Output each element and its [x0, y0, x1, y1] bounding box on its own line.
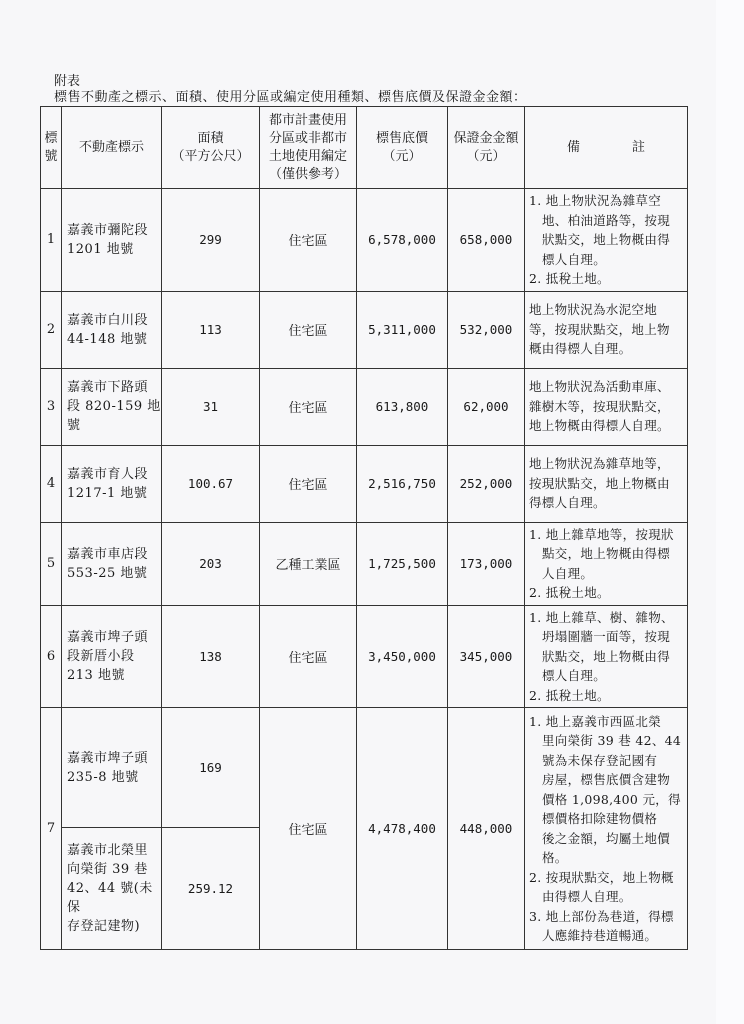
property-label: 嘉義市育人段 1217-1 地號 [62, 445, 162, 522]
reserve-price-value: 4,478,400 [357, 708, 448, 950]
row-number: 2 [41, 291, 62, 368]
reserve-price-value: 5,311,000 [357, 291, 448, 368]
remarks-cell: 1. 地上嘉義市西區北榮 里向榮街 39 巷 42、44 號為未保存登記國有 房屋，標售底價含建物 價格 1,098,400 元，得 標價格扣除建物價格 後之金額，均屬土地價 格。 2. 按現狀點交，地上物概 由得標人自理。 3. 地上部份為巷道，得標 人應維持巷道暢通。 [525, 708, 688, 950]
table-row [41, 291, 688, 368]
table-row [41, 605, 688, 708]
row-number: 6 [41, 605, 62, 708]
property-label: 嘉義市埤子頭 段新厝小段 213 地號 [62, 605, 162, 708]
property-label: 嘉義市車店段 553-25 地號 [62, 522, 162, 605]
page-edge [716, 0, 744, 1024]
header-area: 面積 （平方公尺） [162, 107, 260, 189]
row-number: 7 [41, 708, 62, 950]
remarks-cell: 地上物狀況為活動車庫、 雜樹木等，按現狀點交， 地上物概由得標人自理。 [525, 368, 688, 445]
deposit-value: 345,000 [448, 605, 525, 708]
zoning-value: 住宅區 [260, 445, 357, 522]
header-property: 不動產標示 [62, 107, 162, 189]
area-value: 169 [162, 708, 260, 828]
area-value: 100.67 [162, 445, 260, 522]
property-label: 嘉義市北榮里 向榮街 39 巷 42、44 號(未保 存登記建物) [62, 828, 162, 950]
area-value: 203 [162, 522, 260, 605]
reserve-price-value: 2,516,750 [357, 445, 448, 522]
deposit-value: 252,000 [448, 445, 525, 522]
area-value: 113 [162, 291, 260, 368]
row-number: 5 [41, 522, 62, 605]
zoning-value: 乙種工業區 [260, 522, 357, 605]
row-number: 4 [41, 445, 62, 522]
area-value: 31 [162, 368, 260, 445]
property-label: 嘉義市彌陀段 1201 地號 [62, 189, 162, 292]
zoning-value: 住宅區 [260, 189, 357, 292]
reserve-price-value: 6,578,000 [357, 189, 448, 292]
deposit-value: 532,000 [448, 291, 525, 368]
header-reserve-price: 標售底價 （元） [357, 107, 448, 189]
table-row [41, 708, 688, 828]
reserve-price-value: 1,725,500 [357, 522, 448, 605]
zoning-value: 住宅區 [260, 291, 357, 368]
remarks-cell: 地上物狀況為雜草地等， 按現狀點交，地上物概由 得標人自理。 [525, 445, 688, 522]
zoning-value: 住宅區 [260, 368, 357, 445]
header-row [41, 107, 688, 189]
reserve-price-value: 613,800 [357, 368, 448, 445]
deposit-value: 173,000 [448, 522, 525, 605]
table-row [41, 445, 688, 522]
reserve-price-value: 3,450,000 [357, 605, 448, 708]
deposit-value: 658,000 [448, 189, 525, 292]
area-value: 259.12 [162, 828, 260, 950]
deposit-value: 62,000 [448, 368, 525, 445]
table-row [41, 189, 688, 292]
header-no: 標 號 [41, 107, 62, 189]
document-heading: 標售不動產之標示、面積、使用分區或編定使用種類、標售底價及保證金金額： [54, 90, 527, 105]
zoning-value: 住宅區 [260, 708, 357, 950]
property-label: 嘉義市埤子頭 235-8 地號 [62, 708, 162, 828]
row-number: 1 [41, 189, 62, 292]
header-deposit: 保證金金額 （元） [448, 107, 525, 189]
remarks-cell: 1. 地上雜草、樹、雜物、 坍塌圍牆一面等，按現 狀點交，地上物概由得 標人自理。 2. 抵稅土地。 [525, 605, 688, 708]
table-row [41, 368, 688, 445]
remarks-cell: 1. 地上物狀況為雜草空 地、柏油道路等，按現 狀點交，地上物概由得 標人自理。 2. 抵稅土地。 [525, 189, 688, 292]
area-value: 299 [162, 189, 260, 292]
row-number: 3 [41, 368, 62, 445]
property-table [40, 106, 688, 950]
attachment-label: 附表 [54, 74, 81, 89]
zoning-value: 住宅區 [260, 605, 357, 708]
property-label: 嘉義市白川段 44-148 地號 [62, 291, 162, 368]
remarks-cell: 1. 地上雜草地等，按現狀 點交，地上物概由得標 人自理。 2. 抵稅土地。 [525, 522, 688, 605]
table-row [41, 522, 688, 605]
deposit-value: 448,000 [448, 708, 525, 950]
property-label: 嘉義市下路頭 段 820-159 地 號 [62, 368, 162, 445]
area-value: 138 [162, 605, 260, 708]
remarks-cell: 地上物狀況為水泥空地 等，按現狀點交，地上物 概由得標人自理。 [525, 291, 688, 368]
header-remarks: 備 註 [525, 107, 688, 189]
header-zoning: 都市計畫使用 分區或非都市 土地使用編定 （僅供參考） [260, 107, 357, 189]
